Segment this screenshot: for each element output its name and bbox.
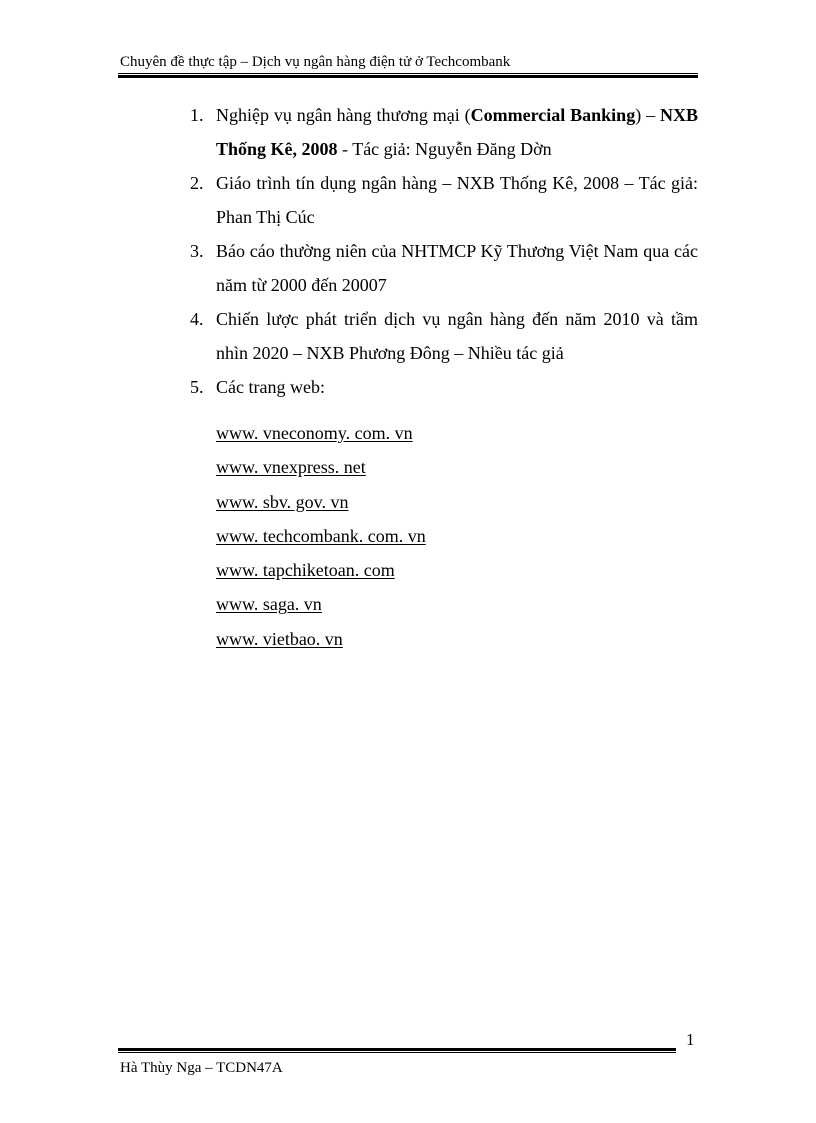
footer-author: Hà Thùy Nga – TCDN47A: [120, 1060, 283, 1076]
reference-item-2: [190, 166, 698, 234]
reference-text: Giáo trình tín dụng ngân hàng – NXB Thống Kê, 2008 – Tác giả: Phan Thị Cúc: [216, 173, 698, 227]
reference-number: 1.: [190, 105, 204, 125]
reference-publisher: NXB Thống Kê, 2008: [216, 105, 699, 159]
reference-bold-phrase: Commercial Banking: [470, 105, 636, 125]
footer-double-rule: [118, 1048, 676, 1053]
website-link-vneconomy[interactable]: www. vneconomy. com. vn: [216, 423, 413, 443]
website-link-vietbao[interactable]: www. vietbao. vn: [216, 628, 343, 649]
reference-number: 5.: [190, 377, 204, 397]
reference-item-1: [190, 98, 698, 166]
reference-number: 4.: [190, 309, 204, 329]
reference-number: 3.: [190, 241, 204, 261]
reference-number: 2.: [190, 173, 204, 193]
reference-text: Các trang web:: [216, 377, 325, 397]
header-double-rule: [118, 73, 698, 78]
reference-text-start: Nghiệp vụ ngân hàng thương mại (: [216, 105, 471, 125]
website-link-sbv[interactable]: www. sbv. gov. vn: [216, 491, 349, 512]
reference-list: [190, 98, 698, 404]
website-link-saga[interactable]: www. saga. vn: [216, 594, 322, 615]
reference-author: - Tác giả: Nguyễn Đăng Dờn: [337, 139, 552, 159]
reference-text-middle: ) –: [635, 105, 656, 125]
website-link-vnexpress[interactable]: www. vnexpress. net: [216, 457, 366, 478]
page-number: 1: [686, 1030, 695, 1049]
reference-item-3: [190, 234, 698, 302]
reference-item-4: [190, 302, 698, 370]
website-link-tapchiketoan[interactable]: www. tapchiketoan. com: [216, 560, 395, 581]
running-header: Chuyên đề thực tập – Dịch vụ ngân hàng điện tử ở Techcombank: [120, 54, 511, 70]
website-list: [216, 416, 426, 656]
reference-item-5: [190, 370, 698, 404]
website-link-techcombank[interactable]: www. techcombank. com. vn: [216, 525, 426, 546]
reference-text: Chiến lược phát triển dịch vụ ngân hàng đến năm 2010 và tầm nhìn 2020 – NXB Phương Đông – Nhiều tác giả: [216, 309, 698, 363]
reference-text: Báo cáo thường niên của NHTMCP Kỹ Thương Việt Nam qua các năm từ 2000 đến 20007: [216, 241, 698, 295]
